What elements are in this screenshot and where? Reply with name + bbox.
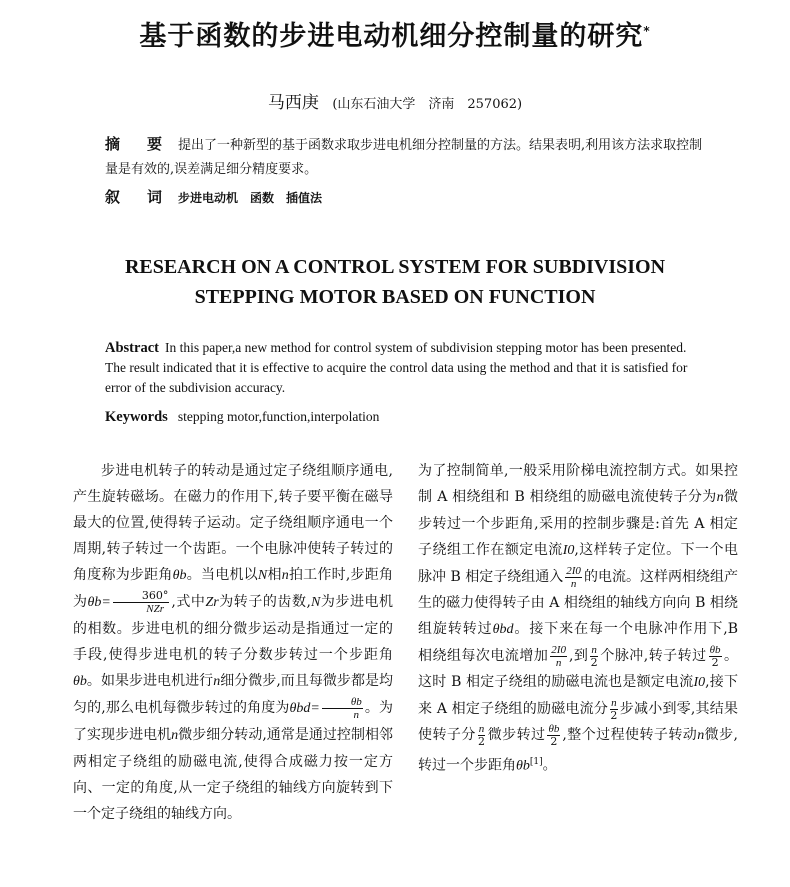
en-keywords-label: Keywords [105,409,168,425]
chinese-abstract: 摘 要 提出了一种新型的基于函数求取步进电机细分控制量的方法。结果表明,利用该方法求取控制量是有效的,误差满足细分精度要求。 [105,135,703,177]
step-angle-fraction: $\frac{360^\circ}{\text{NZr}}$ [113,590,170,615]
author-name: 马西庚 [267,93,319,113]
author-affiliation: (山东石油大学 济南 257062) [332,97,523,112]
paper-title: 基于函数的步进电动机细分控制量的研究* [139,21,651,52]
microstep-fraction: $\frac{\theta b}{n}$ [322,696,363,721]
english-abstract: Abstract In this paper,a new method for control system of subdivision stepping motor has been presented. The result indicated that it is effective to acquire the control data using the method and that it is satisfied for error of the subdivision accuracy. [105,340,688,395]
body-left-column [73,458,393,827]
chinese-keywords: 叙 词 步进电动机 函数 插值法 [105,188,323,206]
english-keywords: Keywords stepping motor,function,interpolation [105,409,380,425]
english-title: RESEARCH ON A CONTROL SYSTEM FOR SUBDIVISION STEPPING MOTOR BASED ON FUNCTION [124,256,666,308]
half-n-fraction-2: $\frac{n}{2}$ [610,696,618,722]
author-line [0,88,790,113]
body-paragraph: 为了控制简单,一般采用阶梯电流控制方式。如果控制 A 相绕组和 B 相绕组的励磁电流使转子分为n微步转过一个步距角,采用的控制步骤是:首先 A 相定子绕组工作在额定电流I0,这样转子定位。下一个电脉冲 B 相定子绕组通入 $\frac{2I0}{n}$ 的电流。这样两相绕组产生的磁力使得转子由 A 相绕组的轴线方向向 B 相绕组旋转转过θbd。接下来在每一个电脉冲作用下,B 相绕组每次电流增加 $\frac{2I0}{n}$ ,到 $\frac{n}{2}$ 个脉冲,转子转过 $\frac{\theta b}{2}$ 。这时 B 相定子绕组的励磁电流也是额定电流I0,接下来 A 相定子绕组的励磁电流分 $\frac{n}{2}$ 步减小到零,其结果使转子分 $\frac{n}{2}$ 微步转过 $\frac{\theta b}{2}$ ,整个过程使转子转动n微步,转过一个步距角θb[1]。 [418,463,739,774]
current-fraction: $\frac{2I0}{n}$ [566,564,581,590]
half-angle-fraction: $\frac{\theta b}{2}$ [709,643,721,669]
half-n-fraction: $\frac{n}{2}$ [590,643,598,669]
citation-ref: [1] [529,757,543,767]
half-angle-fraction-2: $\frac{\theta b}{2}$ [548,722,560,748]
half-n-fraction-3: $\frac{n}{2}$ [478,722,486,748]
en-abstract-label: Abstract [105,340,159,356]
body-paragraph: 步进电机转子的转动是通过定子绕组顺序通电,产生旋转磁场。在磁力的作用下,转子要平衡在磁导最大的位置,使得转子运动。定子绕组顺序通电一个周期,转子转过一个齿距。一个电脉冲使转子转过的角度称为步距角θb。当电机以N相n拍工作时,步距角为θb= $\frac{360^\circ}{\text{NZr}}$ ,式中Zr为转子的齿数,N为步进电机的相数。步进电机的细分微步运动是指通过一定的手段,使得步进电机的转子分数步转过一个步距角θb。如果步进电机进行n细分微步,而且每微步都是均匀的,那么电机每微步转过的角度为θbd= $\frac{\theta b}{n}$ 。为了实现步进电机n微步细分转动,通常是通过控制相邻两相定子绕组的励磁电流,使得合成磁力按一定方向、一定的角度,从一定子绕组的轴线方向旋转到下一个定子绕组的轴线方向。 [73,463,394,822]
current-step-fraction: $\frac{2I0}{n}$ [551,643,566,669]
body-right-column [418,458,738,780]
cn-keywords-label: 叙 词 [105,188,169,206]
cn-abstract-label: 摘 要 [105,135,169,153]
